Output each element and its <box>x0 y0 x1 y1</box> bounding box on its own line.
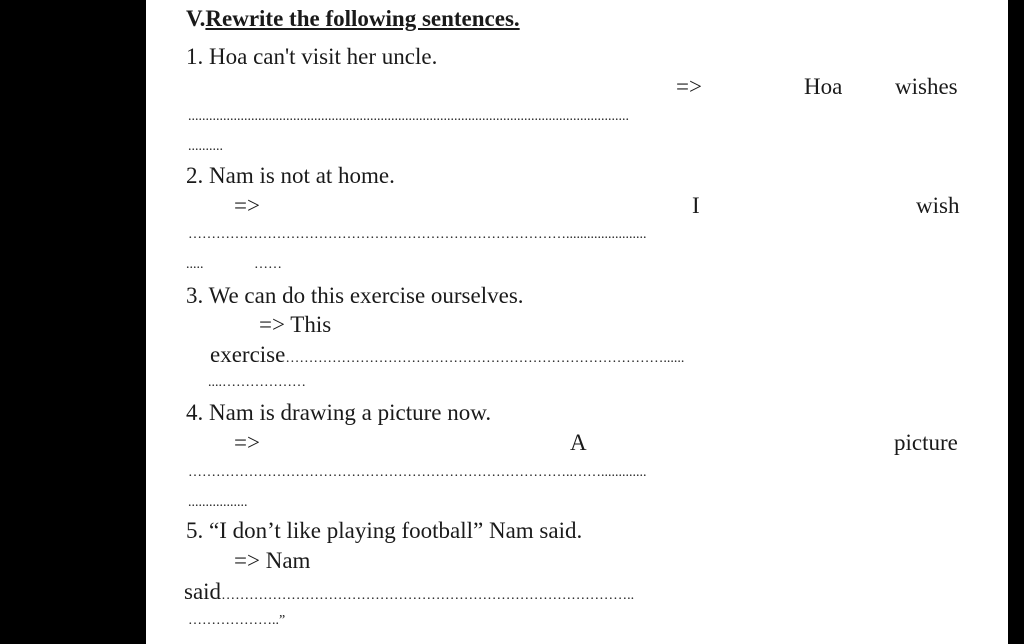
exercise-5-answer-line[interactable]: …………………………………………………………………………….. <box>221 588 635 603</box>
exercise-3-continuation <box>210 343 684 366</box>
exercise-2-answer-word-2: wish <box>916 193 960 218</box>
continuation-word: exercise <box>210 342 286 367</box>
exercise-sentence: “I don’t like playing football” Nam said. <box>209 518 583 543</box>
exercise-5-continuation <box>184 580 634 603</box>
exercise-1-answer-line-2[interactable]: .......... <box>188 140 223 154</box>
exercise-number: 5. <box>186 518 204 543</box>
exercise-5-answer-line-2[interactable]: ………………..” <box>188 614 286 628</box>
exercise-4-answer-word-1: A <box>570 430 587 455</box>
section-heading <box>186 7 520 30</box>
exercise-1-answer-word-2: wishes <box>895 74 958 99</box>
exercise-3-answer-line-2[interactable]: ....……………… <box>208 376 306 390</box>
answer-start-word: This <box>290 312 332 337</box>
arrow: => <box>234 548 260 573</box>
exercise-3-prompt <box>186 284 524 307</box>
section-title: Rewrite the following sentences. <box>205 6 520 31</box>
worksheet-page <box>146 0 1008 644</box>
exercise-2-answer-line[interactable]: ………………………………………………………………………....................... <box>188 228 647 242</box>
exercise-4-answer-line[interactable]: ………………………………………………………………………..……............. <box>188 466 647 480</box>
exercise-1-prompt <box>186 45 437 68</box>
arrow: => <box>259 312 285 337</box>
exercise-4-prompt <box>186 401 491 424</box>
exercise-number: 1. <box>186 44 204 69</box>
exercise-sentence: Hoa can't visit her uncle. <box>209 44 438 69</box>
exercise-3-answer-line[interactable]: ………………………………………………………………………...... <box>285 351 685 366</box>
exercise-4-answer-line-2[interactable]: ................. <box>188 496 248 510</box>
exercise-sentence: Nam is drawing a picture now. <box>209 400 492 425</box>
exercise-sentence: We can do this exercise ourselves. <box>208 283 524 308</box>
exercise-1-answer-line[interactable]: .............................................................................................................................. <box>188 110 629 124</box>
exercise-2-answer-line-2a[interactable]: ..... <box>186 258 204 272</box>
exercise-4-answer-word-2: picture <box>894 430 958 455</box>
exercise-4-arrow: => <box>234 430 260 455</box>
exercise-2-arrow: => <box>234 193 260 218</box>
exercise-1-arrow: => <box>676 74 702 99</box>
section-number: V. <box>186 6 206 31</box>
exercise-sentence: Nam is not at home. <box>209 163 395 188</box>
answer-start-word: Nam <box>265 548 311 573</box>
exercise-number: 4. <box>186 400 204 425</box>
exercise-5-answer-start <box>234 549 310 572</box>
exercise-number: 2. <box>186 163 204 188</box>
exercise-2-answer-line-2b[interactable]: …… <box>254 258 282 272</box>
exercise-2-answer-word-1: I <box>692 193 700 218</box>
exercise-2-prompt <box>186 164 395 187</box>
continuation-word: said <box>184 579 222 604</box>
exercise-1-answer-word-1: Hoa <box>804 74 843 99</box>
exercise-3-answer-start <box>259 313 331 336</box>
exercise-number: 3. <box>186 283 204 308</box>
exercise-5-prompt <box>186 519 582 542</box>
